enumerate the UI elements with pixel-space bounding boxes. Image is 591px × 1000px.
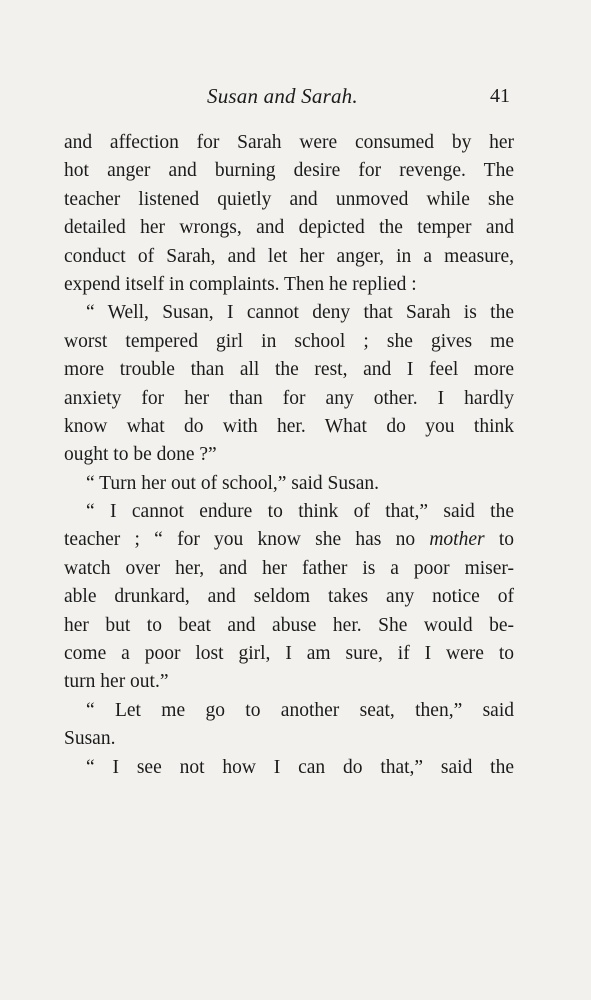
text-segment: to <box>484 529 514 551</box>
text-line: detailed her wrongs, and depicted the temper and <box>64 217 514 239</box>
text-line: “ I cannot endure to think of that,” said the <box>86 501 514 523</box>
text-line: Susan. <box>64 728 116 750</box>
text-line: “ I see not how I can do that,” said the <box>86 756 514 778</box>
text-line: teacher listened quietly and unmoved while she <box>64 188 514 210</box>
text-line: able drunkard, and seldom takes any notice of <box>64 586 514 608</box>
text-line: her but to beat and abuse her. She would be- <box>64 614 514 636</box>
text-line: watch over her, and her father is a poor miser- <box>64 557 514 579</box>
running-head <box>0 78 591 118</box>
emphasized-word: mother <box>429 529 485 551</box>
text-line: conduct of Sarah, and let her anger, in a measure, <box>64 245 514 267</box>
text-line: ought to be done ?” <box>64 444 217 466</box>
running-title: Susan and Sarah. <box>207 84 358 108</box>
text-line: “ Turn her out of school,” said Susan. <box>86 472 380 494</box>
text-line: worst tempered girl in school ; she gives me <box>64 330 514 352</box>
text-line: “ Well, Susan, I cannot deny that Sarah is the <box>86 302 514 324</box>
text-line: “ Let me go to another seat, then,” said <box>86 699 514 721</box>
page-number: 41 <box>490 85 510 107</box>
text-line: anxiety for her than for any other. I hardly <box>64 387 514 409</box>
text-line: more trouble than all the rest, and I feel more <box>64 359 514 381</box>
body-text <box>64 129 514 782</box>
text-line <box>64 526 514 554</box>
text-line: hot anger and burning desire for revenge. The <box>64 160 514 182</box>
text-line: know what do with her. What do you think <box>64 415 514 437</box>
text-line: come a poor lost girl, I am sure, if I were to <box>64 643 514 665</box>
text-line: turn her out.” <box>64 671 169 693</box>
text-segment: teacher ; “ for you know she has no <box>64 529 430 551</box>
text-line: expend itself in complaints. Then he replied : <box>64 273 417 295</box>
text-line: and affection for Sarah were consumed by her <box>64 132 514 153</box>
